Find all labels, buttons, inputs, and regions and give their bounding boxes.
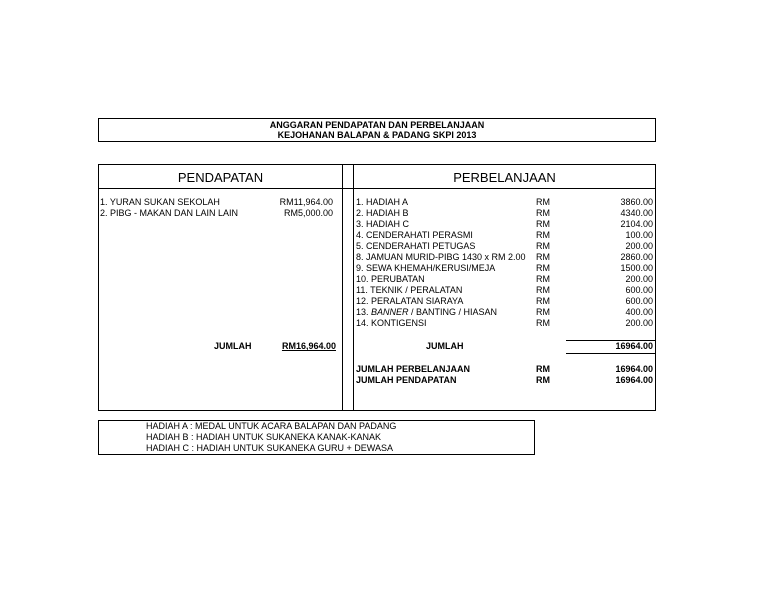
expense-item-amount: 200.00 — [625, 274, 653, 284]
expense-item-currency: RM — [536, 197, 550, 207]
expense-item-currency: RM — [536, 285, 550, 295]
total-rule-bottom — [566, 353, 655, 354]
expense-item-label: 13. BANNER / BANTING / HIASAN — [356, 307, 498, 317]
expense-item-label: 9. SEWA KHEMAH/KERUSI/MEJA — [356, 263, 496, 273]
expense-item-amount: 600.00 — [625, 285, 653, 295]
income-item-amount: RM11,964.00 — [279, 197, 333, 207]
expense-total-label: JUMLAH — [426, 341, 464, 351]
column-divider-right — [353, 165, 354, 410]
note-line: HADIAH A : MEDAL UNTUK ACARA BALAPAN DAN PADANG — [146, 421, 397, 431]
expense-item-currency: RM — [536, 263, 550, 273]
header-divider — [99, 188, 655, 189]
expense-item-currency: RM — [536, 208, 550, 218]
income-total-amount: RM16,964.00 — [281, 341, 336, 351]
expense-item-currency: RM — [536, 318, 550, 328]
expense-item-label: 10. PERUBATAN — [356, 274, 425, 284]
summary-currency: RM — [536, 364, 550, 374]
expense-total-amount: 16964.00 — [615, 341, 653, 351]
title-line-1: ANGGARAN PENDAPATAN DAN PERBELANJAAN — [269, 120, 485, 130]
summary-currency: RM — [536, 375, 550, 385]
budget-table — [98, 164, 656, 411]
expense-item-amount: 400.00 — [625, 307, 653, 317]
summary-label: JUMLAH PENDAPATAN — [356, 375, 457, 385]
expense-item-amount: 2860.00 — [620, 252, 653, 262]
summary-label: JUMLAH PERBELANJAAN — [356, 364, 471, 374]
expense-item-amount: 100.00 — [625, 230, 653, 240]
expense-item-currency: RM — [536, 307, 550, 317]
expense-item-label: 11. TEKNIK / PERALATAN — [356, 285, 463, 295]
notes-box — [98, 420, 535, 455]
income-total-label: JUMLAH — [214, 341, 252, 351]
note-line: HADIAH C : HADIAH UNTUK SUKANEKA GURU + DEWASA — [146, 443, 393, 453]
expense-item-amount: 200.00 — [625, 241, 653, 251]
expense-item-label: 14. KONTIGENSI — [356, 318, 427, 328]
expense-item-currency: RM — [536, 296, 550, 306]
expense-item-amount: 1500.00 — [620, 263, 653, 273]
title-line-2: KEJOHANAN BALAPAN & PADANG SKPI 2013 — [277, 130, 477, 140]
expense-item-currency: RM — [536, 219, 550, 229]
document-title — [98, 118, 656, 142]
expense-item-label: 2. HADIAH B — [356, 208, 409, 218]
expense-item-currency: RM — [536, 241, 550, 251]
expense-item-amount: 3860.00 — [620, 197, 653, 207]
expense-item-label: 5. CENDERAHATI PETUGAS — [356, 241, 476, 251]
expense-item-amount: 200.00 — [625, 318, 653, 328]
expense-item-currency: RM — [536, 274, 550, 284]
note-line: HADIAH B : HADIAH UNTUK SUKANEKA KANAK-KANAK — [146, 432, 382, 442]
expense-item-currency: RM — [536, 230, 550, 240]
expense-item-label: 8. JAMUAN MURID-PIBG 1430 x RM 2.00 — [356, 252, 526, 262]
income-item-label: 2. PIBG - MAKAN DAN LAIN LAIN — [100, 208, 239, 218]
summary-amount: 16964.00 — [615, 364, 653, 374]
expense-item-amount: 600.00 — [625, 296, 653, 306]
expense-item-label: 4. CENDERAHATI PERASMI — [356, 230, 473, 240]
column-divider-left — [342, 165, 343, 410]
expense-item-label: 1. HADIAH A — [356, 197, 409, 207]
expense-item-label: 12. PERALATAN SIARAYA — [356, 296, 464, 306]
expense-item-currency: RM — [536, 252, 550, 262]
income-item-label: 1. YURAN SUKAN SEKOLAH — [100, 197, 220, 207]
summary-amount: 16964.00 — [615, 375, 653, 385]
expense-item-amount: 2104.00 — [620, 219, 653, 229]
expense-header: PERBELANJAAN — [453, 170, 556, 185]
income-item-amount: RM5,000.00 — [283, 208, 333, 218]
expense-item-label: 3. HADIAH C — [356, 219, 410, 229]
expense-item-amount: 4340.00 — [620, 208, 653, 218]
income-header: PENDAPATAN — [177, 170, 264, 185]
